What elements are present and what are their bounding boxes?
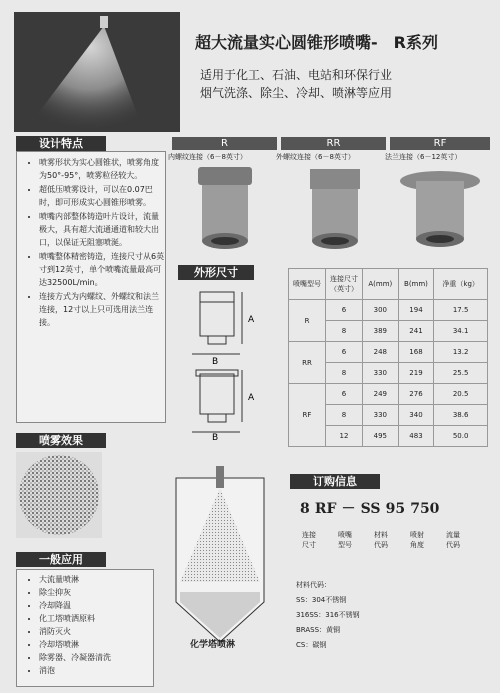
- a-cell: 249: [363, 384, 399, 405]
- a-cell: 495: [363, 426, 399, 447]
- order-code: [300, 498, 500, 518]
- chemical-tower-drawing: [160, 462, 280, 652]
- dimension-drawing: [178, 284, 278, 440]
- table-row: [289, 384, 488, 405]
- weight-cell: 20.5: [434, 384, 488, 405]
- application-item: • 除尘抑灰: [39, 586, 153, 599]
- spray-pattern-image: [16, 452, 102, 538]
- order-part-dash: －: [341, 501, 356, 517]
- feature-item: • 超低压喷雾设计，可以在0.07巴时，即可形成实心圆锥形喷雾。: [39, 183, 165, 209]
- model-cell: RF: [289, 384, 326, 447]
- application-item: • 消泡: [39, 664, 153, 677]
- weight-cell: 25.5: [434, 363, 488, 384]
- size-cell: 8: [326, 405, 363, 426]
- b-cell: 219: [398, 363, 434, 384]
- applications-list: [17, 573, 153, 677]
- order-caption: 喷嘴 型号: [338, 531, 352, 549]
- material-item: CS：碳钢: [296, 641, 327, 649]
- order-part-size: 8: [300, 501, 310, 517]
- a-cell: 389: [363, 321, 399, 342]
- materials-block: [296, 578, 486, 653]
- features-list: [17, 156, 165, 329]
- dim-a-label: A: [248, 393, 255, 403]
- feature-item: • 喷雾形状为实心圆锥状，喷雾角度为50°-95°，喷雾粒径较大。: [39, 156, 165, 182]
- material-item: 316SS：316不锈钢: [296, 611, 360, 619]
- a-cell: 248: [363, 342, 399, 363]
- subtitle-applications: 烟气洗涤、除尘、冷却、喷淋等应用: [200, 86, 393, 100]
- dim-b-label: B: [212, 433, 219, 440]
- application-item: • 消防灭火: [39, 625, 153, 638]
- feature-item: • 喷嘴整体精密铸造，连接尺寸从6英寸到12英寸，单个喷嘴流量最高可达32500L/min。: [39, 250, 165, 289]
- dim-a-label: A: [248, 315, 255, 325]
- spec-header: 净重（kg）: [434, 269, 488, 300]
- type-tag-rf: RF: [390, 137, 490, 150]
- b-cell: 194: [398, 300, 434, 321]
- order-captions: [296, 530, 496, 550]
- dims-header: 外形尺寸: [178, 265, 254, 280]
- table-row: [289, 342, 488, 363]
- application-item: • 冷却降温: [39, 599, 153, 612]
- materials-title: 材料代码：: [296, 581, 331, 589]
- nozzle-r-image: [190, 165, 260, 253]
- type-desc-r: 内螺纹连接（6－8英寸）: [168, 153, 247, 161]
- weight-cell: 38.6: [434, 405, 488, 426]
- nozzle-rf-image: [398, 165, 482, 253]
- application-item: • 化工塔喷洒原料: [39, 612, 153, 625]
- model-cell: RR: [289, 342, 326, 384]
- weight-cell: 34.1: [434, 321, 488, 342]
- type-desc-rf: 法兰连接（6－12英寸）: [385, 153, 462, 161]
- spray-effect-header: 喷雾效果: [16, 433, 106, 448]
- spec-header-row: [289, 269, 488, 300]
- order-caption: 材料 代码: [374, 531, 388, 549]
- a-cell: 300: [363, 300, 399, 321]
- order-caption: 流量 代码: [446, 531, 460, 549]
- spray-photo: [14, 12, 180, 132]
- weight-cell: 13.2: [434, 342, 488, 363]
- application-item: • 除雾器、冷凝器清洗: [39, 651, 153, 664]
- order-part-type: RF: [314, 501, 337, 517]
- application-item: • 大流量喷淋: [39, 573, 153, 586]
- dim-b-label: B: [212, 357, 219, 367]
- page-title: 超大流量实心圆锥形喷嘴- R系列: [195, 33, 438, 52]
- size-cell: 8: [326, 321, 363, 342]
- order-part-material: SS: [360, 501, 381, 517]
- spec-header: A(mm): [363, 269, 399, 300]
- b-cell: 168: [398, 342, 434, 363]
- tower-label: 化学塔喷淋: [190, 640, 236, 650]
- order-caption: 喷射 角度: [410, 531, 424, 549]
- hero-spray-image: [14, 12, 180, 132]
- applications-header: 一般应用: [16, 552, 106, 567]
- applications-box: [16, 569, 154, 687]
- a-cell: 330: [363, 363, 399, 384]
- feature-item: • 喷嘴内部整体铸造叶片设计，流量极大，具有超大流通通道和较大出口，以保证无阻塞喷涎。: [39, 210, 165, 249]
- order-part-angle: 95: [385, 501, 406, 517]
- size-cell: 6: [326, 342, 363, 363]
- b-cell: 483: [398, 426, 434, 447]
- features-header: 设计特点: [16, 136, 106, 151]
- weight-cell: 17.5: [434, 300, 488, 321]
- b-cell: 276: [398, 384, 434, 405]
- subtitle-industries: 适用于化工、石油、电站和环保行业: [200, 68, 393, 82]
- material-item: BRASS：黄铜: [296, 626, 341, 634]
- features-box: [16, 151, 166, 423]
- size-cell: 6: [326, 384, 363, 405]
- order-caption: 连接 尺寸: [302, 531, 316, 549]
- weight-cell: 50.0: [434, 426, 488, 447]
- order-part-flow: 750: [410, 501, 440, 517]
- table-row: [289, 300, 488, 321]
- spec-header: B(mm): [398, 269, 434, 300]
- spec-header: 连接尺寸（英寸）: [326, 269, 363, 300]
- feature-item: • 连接方式为内螺纹、外螺纹和法兰连接，12寸以上只可选用法兰连接。: [39, 290, 165, 329]
- type-desc-rr: 外螺纹连接（6－8英寸）: [276, 153, 355, 161]
- spec-table: [288, 268, 488, 447]
- size-cell: 6: [326, 300, 363, 321]
- a-cell: 330: [363, 405, 399, 426]
- size-cell: 12: [326, 426, 363, 447]
- b-cell: 340: [398, 405, 434, 426]
- nozzle-rr-image: [300, 165, 370, 253]
- application-item: • 冷却塔喷淋: [39, 638, 153, 651]
- type-tag-r: R: [172, 137, 277, 150]
- order-header: 订购信息: [290, 474, 380, 489]
- material-item: SS：304不锈钢: [296, 596, 347, 604]
- b-cell: 241: [398, 321, 434, 342]
- spec-header: 喷嘴型号: [289, 269, 326, 300]
- size-cell: 8: [326, 363, 363, 384]
- type-tag-rr: RR: [281, 137, 386, 150]
- model-cell: R: [289, 300, 326, 342]
